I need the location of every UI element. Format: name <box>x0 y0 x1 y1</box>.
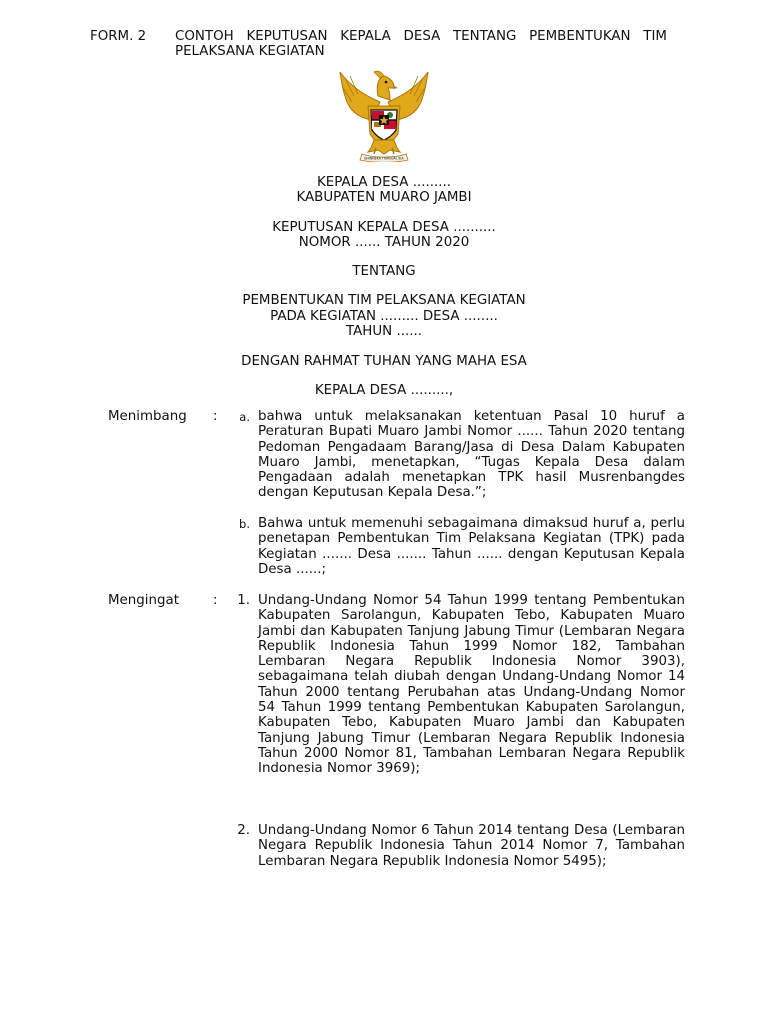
form-number: FORM. 2 <box>90 29 147 44</box>
tentang-heading: TENTANG <box>352 264 416 279</box>
mengingat-item-text: Undang-Undang Nomor 6 Tahun 2014 tentang Desa (Lembaran Negara Republik Indonesia Tahun 2014 Nomor 7, Tambahan Lembaran Negara Republik Indonesia Nomor 5495); <box>258 823 685 869</box>
decree-title: KEPUTUSAN KEPALA DESA .......... <box>272 220 496 235</box>
kepala-desa-heading: KEPALA DESA ......... <box>316 175 452 190</box>
mengingat-item-marker: 1. <box>237 593 250 608</box>
blessing-line: DENGAN RAHMAT TUHAN YANG MAHA ESA <box>241 354 527 369</box>
menimbang-item-marker: b. <box>239 517 250 531</box>
menimbang-label: Menimbang <box>108 409 187 424</box>
subject-line-3: TAHUN ...... <box>346 324 422 339</box>
garuda-pancasila-emblem <box>332 66 436 162</box>
kepala-desa-signatory: KEPALA DESA ........., <box>314 383 454 398</box>
mengingat-item-text: Undang-Undang Nomor 54 Tahun 1999 tentang Pembentukan Kabupaten Sarolangun, Kabupaten Tebo, Kabupaten Muaro Jambi dan Kabupaten Tanjung Jabung Timur (Lembaran Negara Republik Indonesia Tahun 1999 Nomor 182, Tambahan Lembaran Negara Republik Indonesia Nomor 3903), sebagaimana telah diubah dengan Undang-Undang Nomor 14 Tahun 2000 tentang Perubahan atas Undang-Undang Nomor 54 Tahun 1999 tentang Pembentukan Kabupaten Sarolangun, Kabupaten Tebo, Kabupaten Muaro Jambi dan Kabupaten Tanjung Jabung Timur (Lembaran Negara Republik Indonesia Tahun 2000 Nomor 81, Tambahan Lembaran Negara Republik Indonesia Nomor 3969); <box>258 593 685 777</box>
mengingat-colon: : <box>213 593 218 608</box>
decree-number: NOMOR ...... TAHUN 2020 <box>298 235 470 250</box>
menimbang-item-text: bahwa untuk melaksanakan ketentuan Pasal 10 huruf a Peraturan Bupati Muaro Jambi Nomor ...... Tahun 2020 tentang Pedoman Pengadaam Barang/Jasa di Desa Dalam Kabupaten Muaro Jambi, menetapkan, “Tugas Kepala Desa dalam Pengadaan adalah menetapkan TPK hasil Musrenbangdes dengan Keputusan Kepala Desa.”; <box>258 409 685 501</box>
mengingat-item-marker: 2. <box>237 823 250 838</box>
subject-line-2: PADA KEGIATAN ......... DESA ........ <box>270 309 498 324</box>
form-title: CONTOH KEPUTUSAN KEPALA DESA TENTANG PEMBENTUKAN TIM PELAKSANA KEGIATAN <box>175 29 667 60</box>
garuda-pancasila-icon <box>340 71 428 154</box>
menimbang-item-marker: a. <box>239 410 250 424</box>
kabupaten-heading: KABUPATEN MUARO JAMBI <box>296 190 472 205</box>
menimbang-item-text: Bahwa untuk memenuhi sebagaimana dimaksud huruf a, perlu penetapan Pembentukan Tim Pelaksana Kegiatan (TPK) pada Kegiatan ....... Desa ....... Tahun ...... dengan Keputusan Kepala Desa ......; <box>258 516 685 577</box>
motto-text: BHINNEKA TUNGGAL IKA <box>364 156 404 161</box>
menimbang-colon: : <box>213 409 218 424</box>
subject-line-1: PEMBENTUKAN TIM PELAKSANA KEGIATAN <box>242 293 526 308</box>
mengingat-label: Mengingat <box>108 593 179 608</box>
